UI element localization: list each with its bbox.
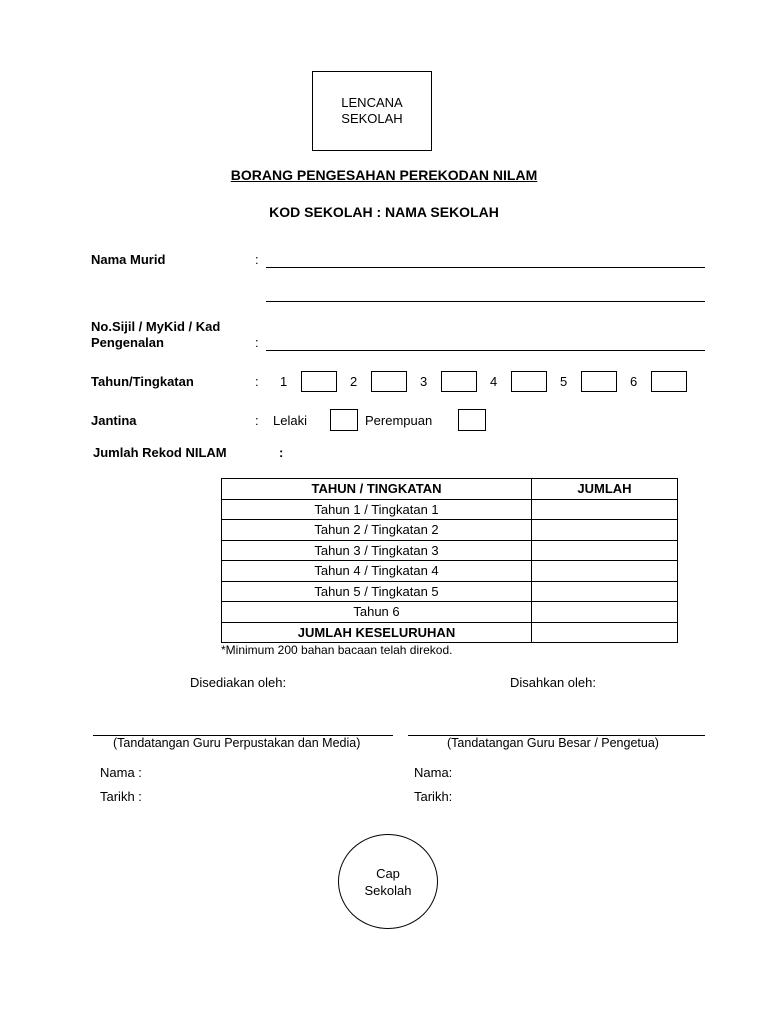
table-row	[222, 602, 678, 623]
school-badge-box	[312, 71, 432, 151]
colon: :	[255, 413, 259, 428]
badge-line1: LENCANA	[341, 95, 403, 110]
table-cell-level: Tahun 1 / Tingkatan 1	[222, 499, 532, 520]
gender-female-checkbox[interactable]	[458, 409, 486, 431]
form-title: BORANG PENGESAHAN PEREKODAN NILAM	[230, 167, 538, 183]
prepared-by-label: Disediakan oleh:	[190, 675, 287, 690]
year-option-label: 2	[350, 374, 358, 389]
stamp-line2: Sekolah	[364, 882, 412, 898]
year-option-label: 5	[560, 374, 568, 389]
gender-female-label: Perempuan	[365, 413, 433, 428]
table-row	[222, 540, 678, 561]
year-checkbox-1[interactable]	[301, 371, 337, 392]
year-checkbox-3[interactable]	[441, 371, 477, 392]
table-row	[222, 499, 678, 520]
table-row	[222, 520, 678, 541]
year-checkbox-6[interactable]	[651, 371, 687, 392]
table-cell-level: Tahun 6	[222, 602, 532, 623]
year-checkbox-2[interactable]	[371, 371, 407, 392]
colon: :	[279, 445, 284, 460]
year-option-label: 6	[630, 374, 638, 389]
table-cell-level: Tahun 4 / Tingkatan 4	[222, 561, 532, 582]
left-signature-caption: (Tandatangan Guru Perpustakan dan Media)	[113, 736, 361, 750]
label-jantina: Jantina	[91, 413, 137, 428]
year-checkbox-4[interactable]	[511, 371, 547, 392]
year-option-label: 1	[280, 374, 288, 389]
nama-murid-line-2[interactable]	[266, 301, 705, 302]
school-stamp-circle	[338, 834, 438, 929]
table-cell-level: Tahun 2 / Tingkatan 2	[222, 520, 532, 541]
year-option-label: 3	[420, 374, 428, 389]
table-header-row	[222, 479, 678, 500]
gender-male-checkbox[interactable]	[330, 409, 358, 431]
no-sijil-line[interactable]	[266, 350, 705, 351]
left-name-label: Nama :	[100, 765, 142, 780]
label-nama-murid: Nama Murid	[91, 252, 166, 267]
minimum-note: *Minimum 200 bahan bacaan telah direkod.	[221, 643, 453, 657]
table-row	[222, 581, 678, 602]
label-jumlah-rekod: Jumlah Rekod NILAM	[93, 445, 227, 460]
table-header: JUMLAH	[532, 479, 678, 500]
gender-male-label: Lelaki	[273, 413, 307, 428]
form-subtitle: KOD SEKOLAH : NAMA SEKOLAH	[269, 204, 499, 220]
table-cell-count[interactable]	[532, 602, 678, 623]
table-total-label: JUMLAH KESELURUHAN	[222, 622, 532, 643]
right-date-label: Tarikh:	[414, 789, 453, 804]
table-row	[222, 561, 678, 582]
table-cell-count[interactable]	[532, 540, 678, 561]
left-date-label: Tarikh :	[100, 789, 142, 804]
badge-line2: SEKOLAH	[341, 111, 403, 126]
approved-by-label: Disahkan oleh:	[510, 675, 596, 690]
nama-murid-line-1[interactable]	[266, 267, 705, 268]
colon: :	[255, 374, 259, 389]
table-cell-count[interactable]	[532, 520, 678, 541]
right-signature-caption: (Tandatangan Guru Besar / Pengetua)	[447, 736, 659, 750]
table-total-value[interactable]	[532, 622, 678, 643]
table-total-row	[222, 622, 678, 643]
label-no-sijil-line2: Pengenalan	[91, 335, 164, 350]
table-cell-count[interactable]	[532, 561, 678, 582]
table-cell-count[interactable]	[532, 581, 678, 602]
table-cell-level: Tahun 5 / Tingkatan 5	[222, 581, 532, 602]
colon: :	[255, 252, 259, 267]
table-cell-level: Tahun 3 / Tingkatan 3	[222, 540, 532, 561]
year-checkbox-5[interactable]	[581, 371, 617, 392]
year-option-label: 4	[490, 374, 498, 389]
colon: :	[255, 335, 259, 350]
stamp-line1: Cap	[376, 865, 400, 881]
record-table	[221, 478, 678, 643]
table-cell-count[interactable]	[532, 499, 678, 520]
label-no-sijil-line1: No.Sijil / MyKid / Kad	[91, 319, 221, 334]
label-tahun-tingkatan: Tahun/Tingkatan	[91, 374, 194, 389]
table-header: TAHUN / TINGKATAN	[222, 479, 532, 500]
right-name-label: Nama:	[414, 765, 453, 780]
